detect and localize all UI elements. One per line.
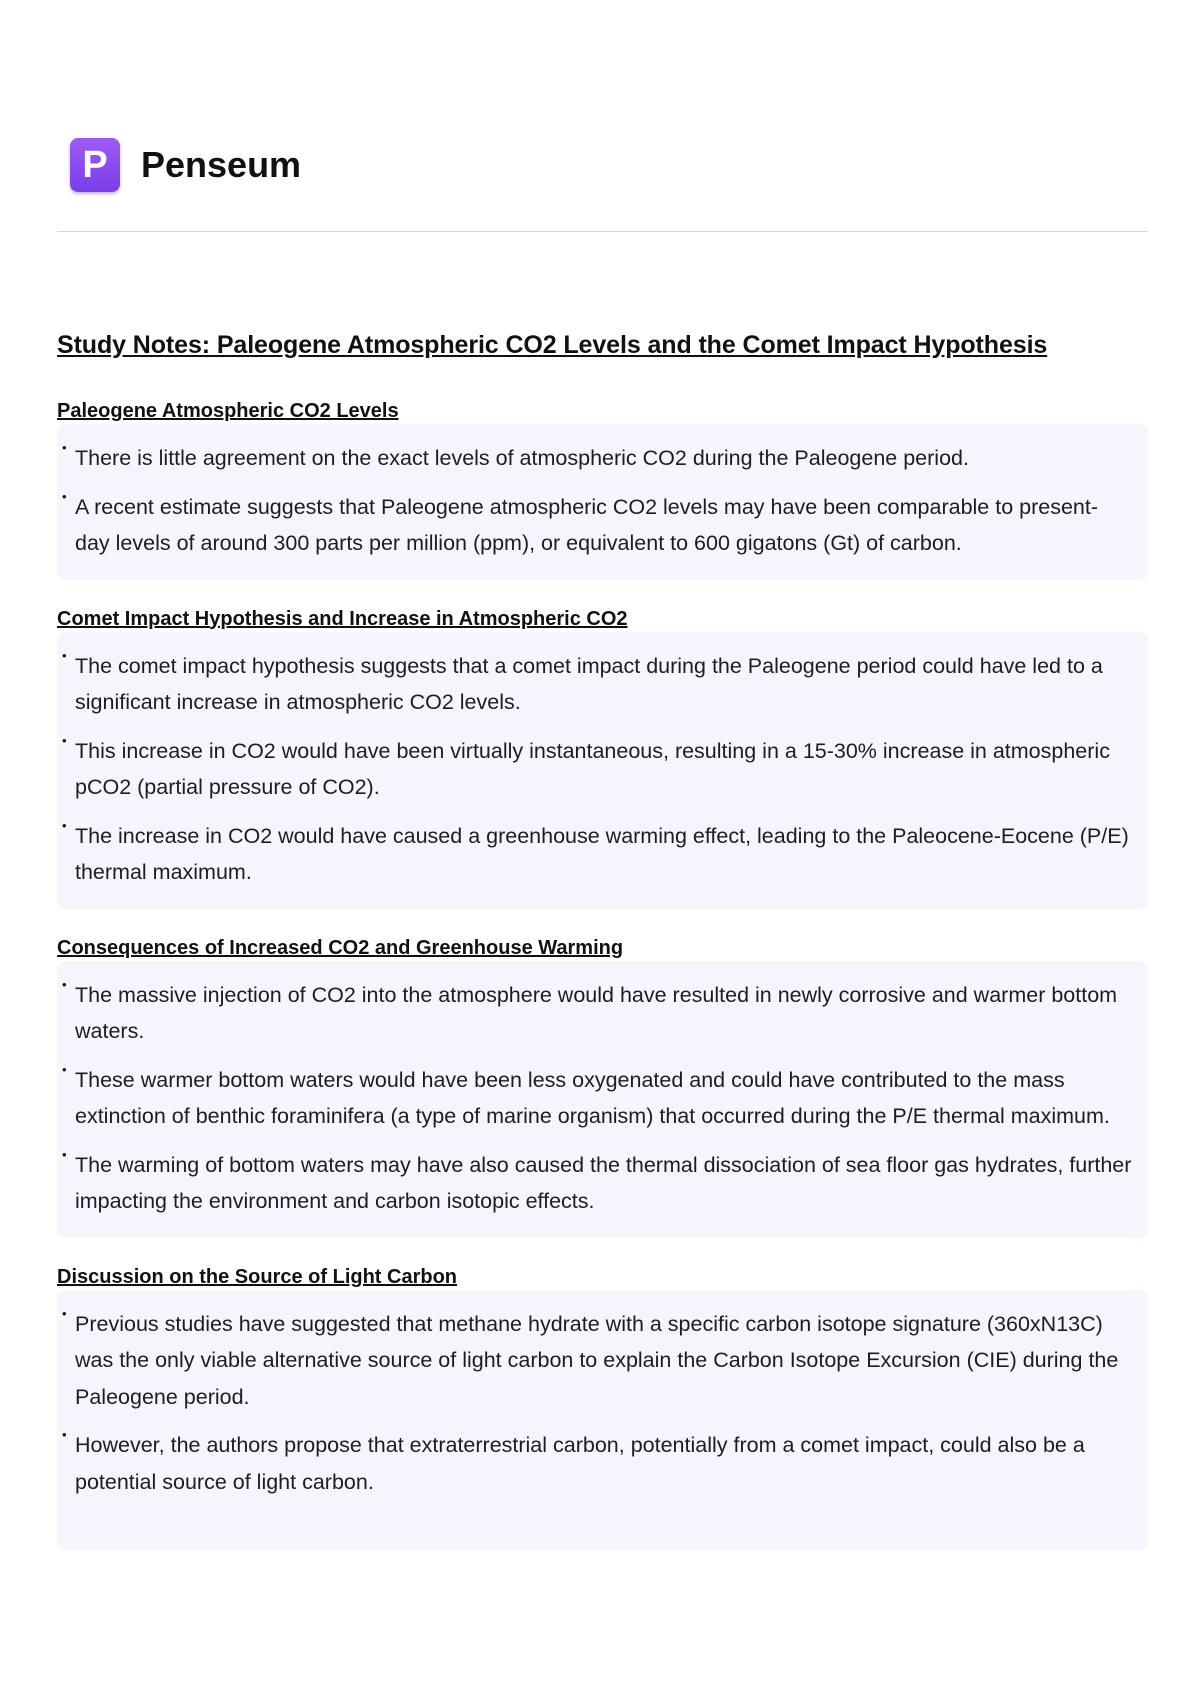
section-paleogene-co2: [57, 400, 1148, 580]
header-divider: [57, 231, 1148, 232]
bullet-text: There is little agreement on the exact levels of atmospheric CO2 during the Paleogene period.: [75, 446, 969, 470]
section-box: [57, 632, 1148, 909]
bullet-text: The massive injection of CO2 into the atmosphere would have resulted in newly corrosive and warmer bottom waters.: [75, 982, 1118, 1043]
bullet-text: The warming of bottom waters may have also caused the thermal dissociation of sea floor gas hydrates, further impacting the environment and carbon isotopic effects.: [75, 1152, 1132, 1213]
bullet-icon: •: [62, 1061, 67, 1077]
logo-letter: P: [82, 143, 108, 186]
bullet-icon: •: [62, 817, 67, 833]
list-item: [62, 1305, 1132, 1416]
section-heading: Paleogene Atmospheric CO2 Levels: [57, 400, 399, 422]
list-item: [62, 1427, 1132, 1500]
document-title: Study Notes: Paleogene Atmospheric CO2 Levels and the Comet Impact Hypothesis: [57, 331, 1048, 359]
bullet-icon: •: [62, 647, 67, 663]
document-body: [57, 328, 1148, 1550]
section-heading: Discussion on the Source of Light Carbon: [57, 1265, 458, 1288]
bullet-text: A recent estimate suggests that Paleogene atmospheric CO2 levels may have been comparable to present-day levels of around 300 parts per million (ppm), or equivalent to 600 gigatons (Gt) of carbon.: [75, 494, 1099, 555]
bullet-text: These warmer bottom waters would have been less oxygenated and could have contributed to the mass extinction of benthic foraminifera (a type of marine organism) that occurred during the P/E thermal maximum.: [75, 1067, 1110, 1128]
list-item: [62, 488, 1132, 562]
list-item: [62, 1146, 1132, 1220]
section-comet-impact: [57, 608, 1148, 909]
list-item: [62, 647, 1132, 721]
section-consequences: [57, 937, 1148, 1238]
bullet-text: This increase in CO2 would have been virtually instantaneous, resulting in a 15-30% increase in atmospheric pCO2 (partial pressure of CO2).: [75, 738, 1110, 799]
logo-icon: [70, 138, 120, 192]
section-box: [57, 961, 1148, 1238]
bullet-icon: •: [62, 976, 67, 992]
list-item: [62, 732, 1132, 806]
list-item: [62, 817, 1132, 891]
bullet-icon: •: [62, 488, 67, 504]
bullet-icon: •: [62, 1305, 67, 1321]
bullet-icon: •: [62, 440, 67, 455]
section-box: [57, 424, 1148, 580]
bullet-text: The increase in CO2 would have caused a greenhouse warming effect, leading to the Paleocene-Eocene (P/E) thermal maximum.: [75, 823, 1129, 884]
section-light-carbon-source: [57, 1266, 1148, 1551]
list-item: [62, 1061, 1132, 1135]
bullet-icon: •: [62, 1427, 67, 1442]
section-heading: Comet Impact Hypothesis and Increase in Atmospheric CO2: [57, 607, 628, 630]
bullet-text: The comet impact hypothesis suggests that a comet impact during the Paleogene period could have led to a significant increase in atmospheric CO2 levels.: [75, 653, 1103, 714]
bullet-icon: •: [62, 732, 67, 748]
bullet-text: However, the authors propose that extraterrestrial carbon, potentially from a comet impact, could also be a potential source of light carbon.: [75, 1433, 1085, 1494]
bullet-icon: •: [62, 1146, 67, 1162]
bullet-text: Previous studies have suggested that methane hydrate with a specific carbon isotope signature (360xN13C) was the only viable alternative source of light carbon to explain the Carbon Isotope Excursion (CIE) during the Paleogene period.: [75, 1311, 1119, 1409]
header: [70, 138, 301, 192]
section-box: [57, 1290, 1148, 1551]
section-heading: Consequences of Increased CO2 and Greenhouse Warming: [57, 936, 624, 959]
list-item: [62, 440, 1132, 477]
brand-name: Penseum: [141, 144, 302, 185]
list-item: [62, 976, 1132, 1050]
